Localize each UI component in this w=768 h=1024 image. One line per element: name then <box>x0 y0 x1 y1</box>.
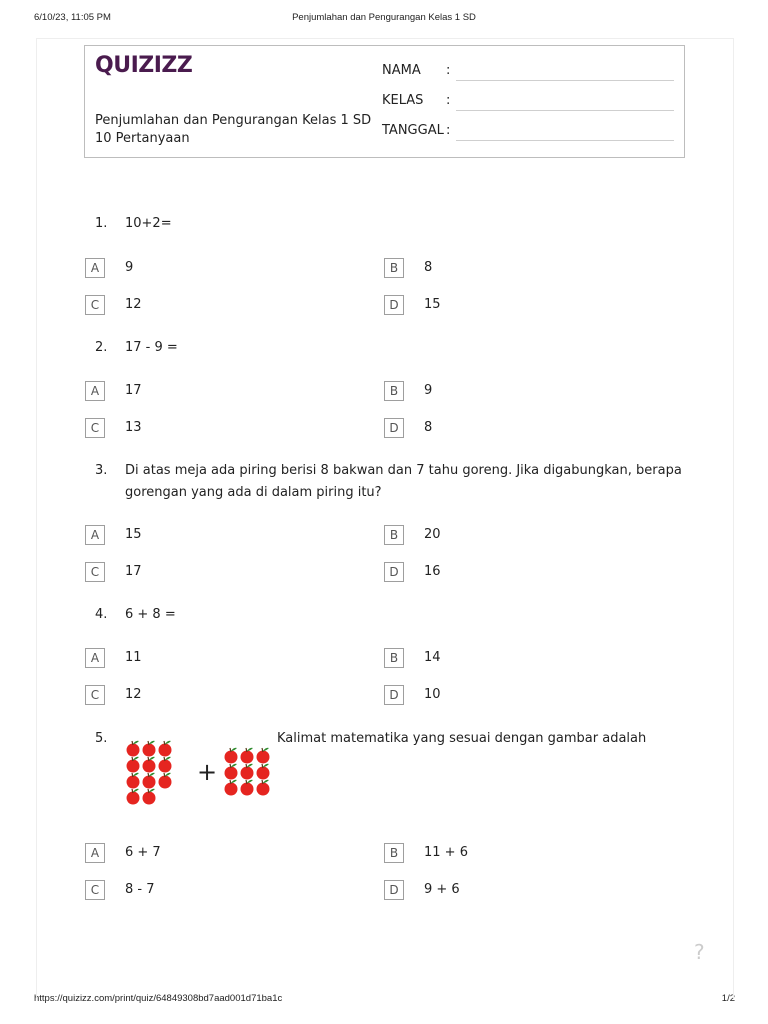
apple-icon <box>127 757 140 773</box>
q5-option-c-box: C <box>85 880 105 900</box>
q4-option-d-text: 10 <box>424 687 441 702</box>
q5-option-b-text: 11 + 6 <box>424 845 468 860</box>
q5-option-d-text: 9 + 6 <box>424 882 460 897</box>
apple-icon <box>225 764 238 780</box>
apple-icon <box>127 789 140 805</box>
class-label: KELAS <box>382 93 424 108</box>
question-4-number: 4. <box>95 607 108 622</box>
apple-icon <box>225 748 238 764</box>
apple-icon <box>143 773 156 789</box>
question-4-text: 6 + 8 = <box>125 607 176 622</box>
q1-option-c-box: C <box>85 295 105 315</box>
question-5-text: Kalimat matematika yang sesuai dengan gambar adalah <box>277 731 647 746</box>
q5-option-a-text: 6 + 7 <box>125 845 161 860</box>
q1-option-c-text: 12 <box>125 297 142 312</box>
apple-icon <box>257 780 270 796</box>
date-line <box>456 140 674 141</box>
q3-option-b-box: B <box>384 525 404 545</box>
q3-option-d-box: D <box>384 562 404 582</box>
apple-icon <box>159 741 172 757</box>
quizizz-logo: QUIZIZZ <box>95 53 193 78</box>
question-1-text: 10+2= <box>125 216 172 231</box>
name-label: NAMA <box>382 63 421 78</box>
q3-option-c-text: 17 <box>125 564 142 579</box>
question-3-number: 3. <box>95 463 108 478</box>
question-2-text: 17 - 9 = <box>125 340 178 355</box>
q4-option-c-box: C <box>85 685 105 705</box>
q2-option-a-text: 17 <box>125 383 142 398</box>
print-header <box>0 12 768 32</box>
q2-option-a-box: A <box>85 381 105 401</box>
class-field <box>382 93 682 113</box>
apple-icon <box>159 773 172 789</box>
help-icon[interactable]: ? <box>694 940 705 964</box>
apple-icon <box>257 748 270 764</box>
q2-option-c-box: C <box>85 418 105 438</box>
q5-option-d-box: D <box>384 880 404 900</box>
q4-option-a-box: A <box>85 648 105 668</box>
q2-option-c-text: 13 <box>125 420 142 435</box>
q4-option-a-text: 11 <box>125 650 142 665</box>
print-page-title: Penjumlahan dan Pengurangan Kelas 1 SD <box>292 12 476 23</box>
apple-icon <box>241 764 254 780</box>
name-colon: : <box>446 63 451 78</box>
q1-option-d-box: D <box>384 295 404 315</box>
q1-option-d-text: 15 <box>424 297 441 312</box>
question-3-text-line-1: Di atas meja ada piring berisi 8 bakwan dan 7 tahu goreng. Jika digabungkan, berapa <box>125 463 682 478</box>
q2-option-d-box: D <box>384 418 404 438</box>
q3-option-a-text: 15 <box>125 527 142 542</box>
q3-option-b-text: 20 <box>424 527 441 542</box>
question-count: 10 Pertanyaan <box>95 131 190 146</box>
print-url: https://quizizz.com/print/quiz/64849308bd7aad001d71ba1c <box>34 993 283 1004</box>
apple-group-right <box>222 747 272 801</box>
q2-option-b-text: 9 <box>424 383 433 398</box>
name-line <box>456 80 674 81</box>
q3-option-d-text: 16 <box>424 564 441 579</box>
name-field <box>382 63 682 83</box>
apple-icon <box>143 741 156 757</box>
plus-sign: + <box>197 758 218 786</box>
q4-option-b-text: 14 <box>424 650 441 665</box>
print-datetime: 6/10/23, 11:05 PM <box>34 12 111 23</box>
q4-option-b-box: B <box>384 648 404 668</box>
q1-option-a-box: A <box>85 258 105 278</box>
q3-option-c-box: C <box>85 562 105 582</box>
apple-group-left <box>124 740 174 810</box>
apple-icon <box>159 757 172 773</box>
question-1-number: 1. <box>95 216 108 231</box>
quiz-title: Penjumlahan dan Pengurangan Kelas 1 SD <box>95 113 372 128</box>
apple-icon <box>241 780 254 796</box>
q2-option-b-box: B <box>384 381 404 401</box>
class-colon: : <box>446 93 451 108</box>
class-line <box>456 110 674 111</box>
date-colon: : <box>446 123 451 138</box>
print-page-number: 1/2 <box>721 993 735 1004</box>
q4-option-c-text: 12 <box>125 687 142 702</box>
apple-icon <box>127 773 140 789</box>
apple-icon <box>127 741 140 757</box>
apple-icon <box>143 757 156 773</box>
q5-option-c-text: 8 - 7 <box>125 882 155 897</box>
apple-icon <box>241 748 254 764</box>
apple-icon <box>225 780 238 796</box>
question-5-number: 5. <box>95 731 108 746</box>
q3-option-a-box: A <box>85 525 105 545</box>
q1-option-b-text: 8 <box>424 260 433 275</box>
q4-option-d-box: D <box>384 685 404 705</box>
question-2-number: 2. <box>95 340 108 355</box>
q1-option-b-box: B <box>384 258 404 278</box>
date-label: TANGGAL <box>382 123 444 138</box>
apple-icon <box>143 789 156 805</box>
q1-option-a-text: 9 <box>125 260 134 275</box>
q5-option-b-box: B <box>384 843 404 863</box>
q5-option-a-box: A <box>85 843 105 863</box>
question-3-text-line-2: gorengan yang ada di dalam piring itu? <box>125 485 382 500</box>
q2-option-d-text: 8 <box>424 420 433 435</box>
apple-icon <box>257 764 270 780</box>
date-field <box>382 123 682 143</box>
